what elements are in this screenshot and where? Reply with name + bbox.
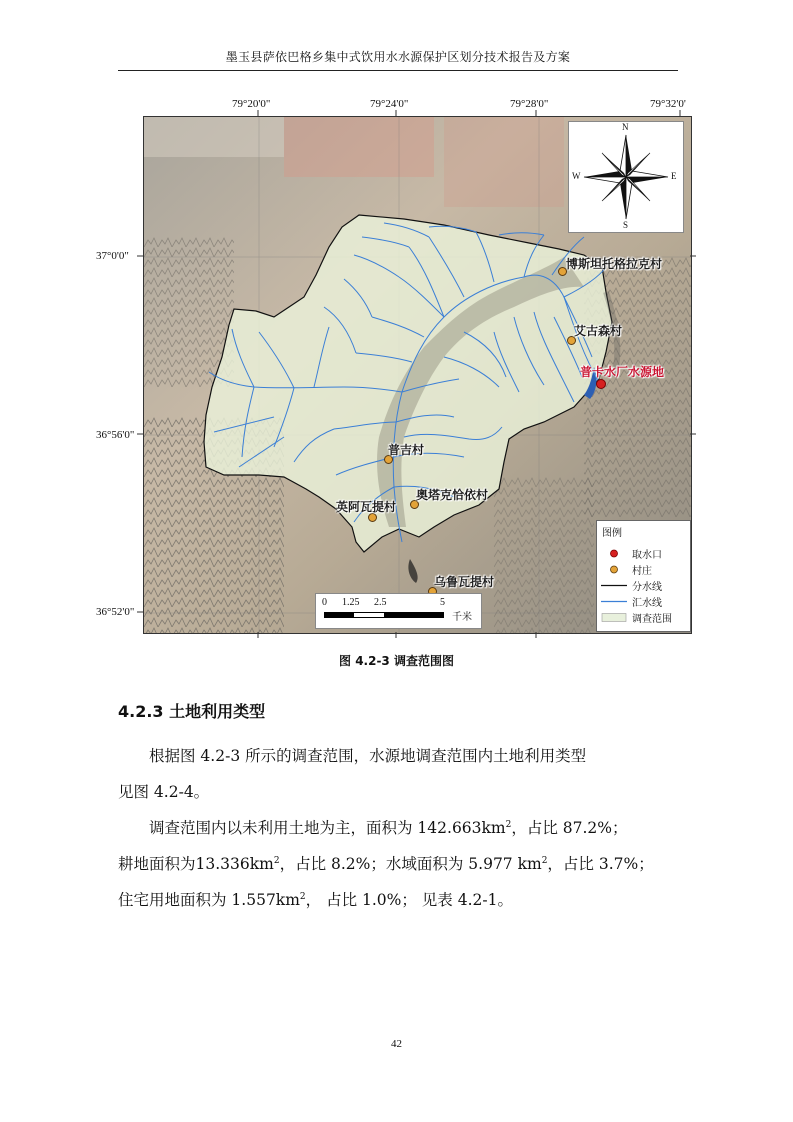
village-label: 艾古森村 — [574, 324, 623, 338]
village-label: 乌鲁瓦提村 — [434, 575, 495, 589]
paragraph-text: 见图 4.2-4。 — [118, 783, 210, 801]
paragraph-text: 根据图 4.2-3 所示的调查范围，水源地调查范围内土地利用类型 — [149, 747, 587, 765]
village-label: 普吉村 — [388, 443, 425, 457]
compass-north: N — [622, 122, 629, 132]
latitude-label: 37°0'0" — [96, 250, 129, 262]
legend-label: 调查范围 — [632, 614, 672, 625]
latitude-label: 36°52'0" — [96, 606, 135, 618]
paragraph-1 — [118, 738, 684, 810]
legend-title: 图例 — [602, 528, 622, 539]
longitude-label: 79°28'0" — [510, 98, 549, 110]
legend-label: 取水口 — [632, 550, 662, 561]
superscript: 2 — [541, 855, 548, 866]
longitude-label: 79°20'0" — [232, 98, 271, 110]
paragraph-text: 调查范围内以未利用土地为主，面积为 142.663km — [149, 819, 506, 837]
village-label: 博斯坦托格拉克村 — [566, 257, 663, 271]
scale-tick-label: 2.5 — [374, 597, 387, 608]
paragraph-text: 耕地面积为13.336km — [118, 855, 274, 873]
page-header: 墨玉县萨依巴格乡集中式饮用水水源保护区划分技术报告及方案 — [225, 50, 571, 64]
paragraph-text: ，占比 3.7%； — [547, 855, 654, 873]
superscript: 2 — [505, 819, 512, 830]
scale-unit: 千米 — [452, 612, 472, 623]
paragraph-line — [118, 738, 684, 774]
paragraph-text: ， 占比 1.0%； 见表 4.2-1。 — [305, 891, 513, 909]
figure-caption: 图 4.2-3 调查范围图 — [339, 654, 454, 668]
compass-south: S — [623, 220, 629, 230]
paragraph-line — [118, 774, 684, 810]
scale-tick-label: 1.25 — [342, 597, 360, 608]
paragraph-text: ，占比 8.2%；水域面积为 5.977 km — [279, 855, 542, 873]
compass-west: W — [572, 171, 581, 181]
superscript: 2 — [299, 891, 306, 902]
legend-label: 汇水线 — [632, 598, 662, 609]
section-heading: 4.2.3 土地利用类型 — [118, 702, 266, 721]
legend-label: 分水线 — [632, 582, 662, 593]
paragraph-text: ，占比 87.2%； — [511, 819, 628, 837]
paragraph-line — [118, 810, 684, 846]
longitude-label: 79°24'0" — [370, 98, 409, 110]
legend-label: 村庄 — [632, 566, 652, 577]
intake-label: 普卡水厂水源地 — [580, 365, 665, 379]
longitude-label: 79°32'0' — [650, 98, 686, 110]
paragraph-2 — [118, 810, 684, 918]
paragraph-line — [118, 882, 684, 918]
latitude-label: 36°56'0" — [96, 429, 135, 441]
superscript: 2 — [273, 855, 280, 866]
paragraph-text: 住宅用地面积为 1.557km — [118, 891, 300, 909]
village-label: 英阿瓦提村 — [336, 500, 397, 514]
scale-tick-label: 0 — [322, 597, 327, 608]
scale-tick-label: 5 — [440, 597, 445, 608]
paragraph-line — [118, 846, 684, 882]
compass-east: E — [671, 171, 677, 181]
village-label: 奥塔克恰依村 — [416, 488, 489, 502]
page-number: 42 — [391, 1038, 402, 1050]
